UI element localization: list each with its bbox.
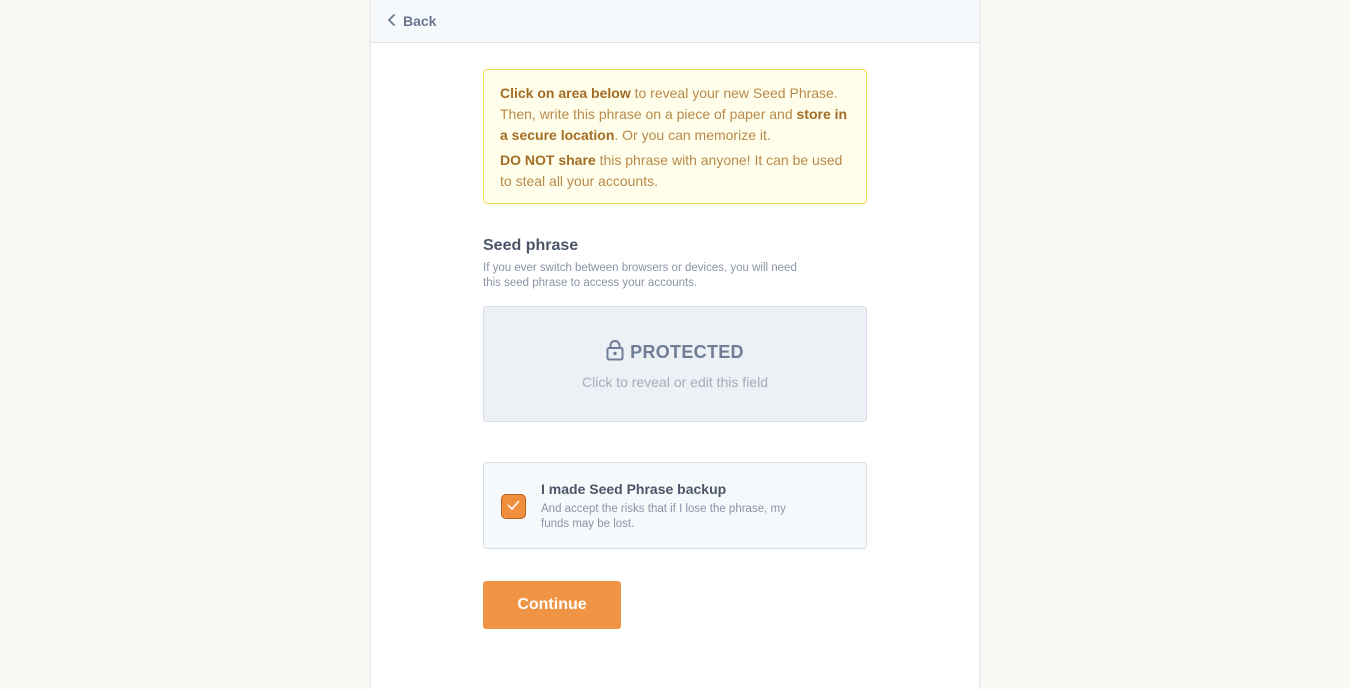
continue-button[interactable]: Continue xyxy=(483,581,621,629)
checkmark-icon xyxy=(507,498,520,516)
protected-header xyxy=(606,339,744,366)
top-bar xyxy=(371,0,979,43)
warning-notice xyxy=(483,69,867,204)
warning-bold-click: Click on area below xyxy=(500,85,631,101)
seed-phrase-reveal-area[interactable] xyxy=(483,306,867,422)
seed-phrase-description: If you ever switch between browsers or devices, you will need this seed phrase to access your accounts. xyxy=(483,262,797,289)
warning-text-reveal: to reveal your new Seed Phrase. Then, write this phrase on a piece of paper and xyxy=(500,85,838,122)
main-panel xyxy=(370,0,980,689)
chevron-left-icon xyxy=(387,13,397,29)
seed-phrase-title: Seed phrase xyxy=(483,237,579,254)
warning-paragraph-share xyxy=(500,150,850,192)
protected-hint: Click to reveal or edit this field xyxy=(582,374,768,390)
backup-description: And accept the risks that if I lose the phrase, my funds may be lost. xyxy=(541,503,786,530)
backup-title: I made Seed Phrase backup xyxy=(541,481,727,497)
lock-icon xyxy=(606,339,624,366)
backup-checkbox[interactable] xyxy=(501,494,526,519)
protected-label: PROTECTED xyxy=(630,342,744,362)
warning-paragraph-reveal xyxy=(500,83,850,146)
warning-text-steal: this phrase with anyone! It can be used to steal all your accounts. xyxy=(500,152,843,189)
back-button[interactable] xyxy=(387,13,436,29)
warning-bold-store: store in a secure location xyxy=(500,106,848,143)
backup-confirmation[interactable] xyxy=(483,462,867,549)
warning-text-memorize: . Or you can memorize it. xyxy=(614,127,771,143)
warning-bold-donotshare: DO NOT share xyxy=(500,152,596,168)
back-label: Back xyxy=(403,13,437,29)
